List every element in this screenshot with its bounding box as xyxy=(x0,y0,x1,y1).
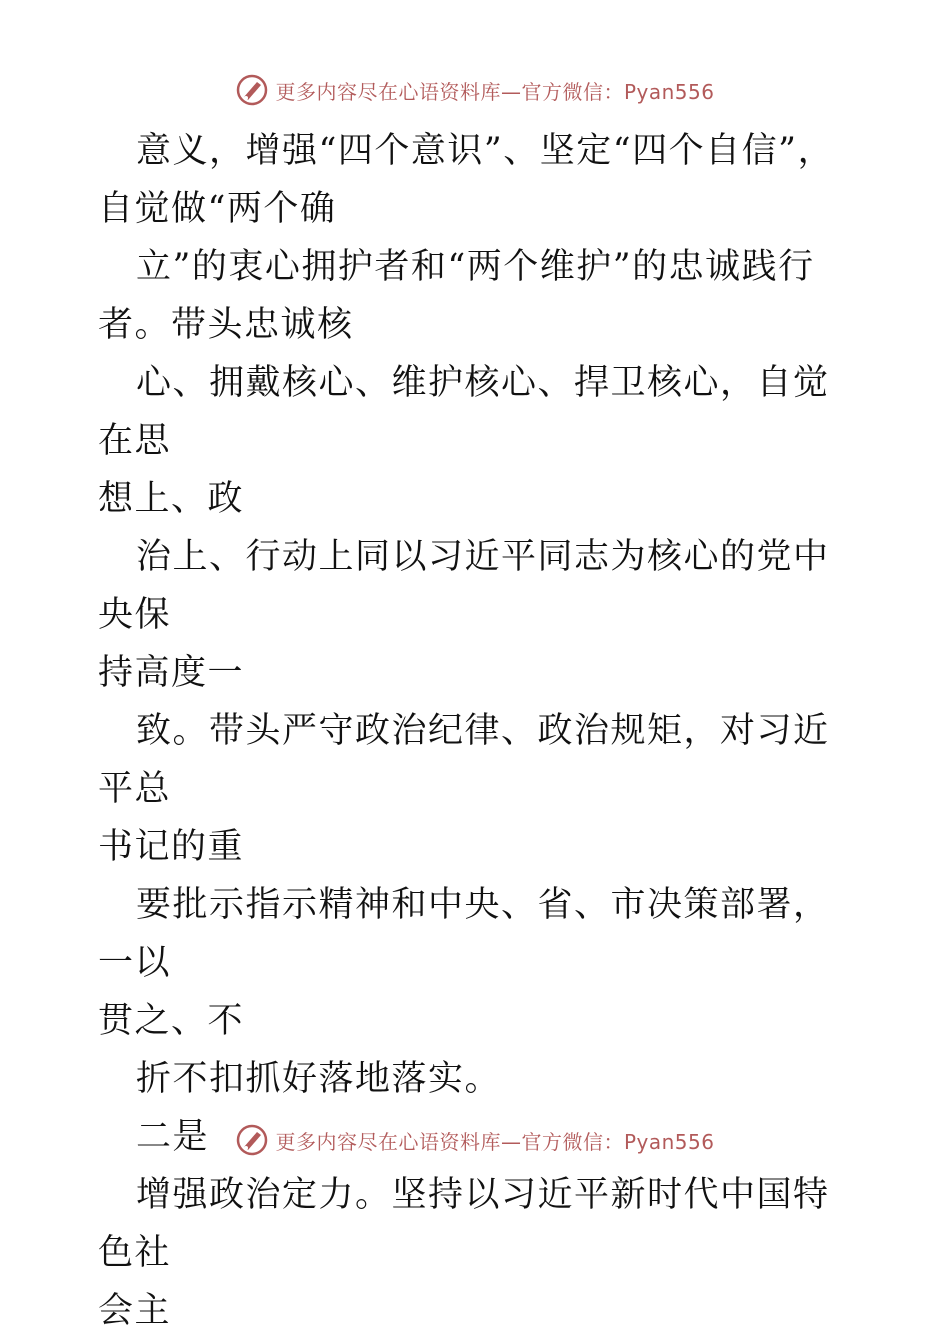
text-line-4: 者。带头忠诚核 xyxy=(98,305,354,345)
footer-banner xyxy=(0,1120,950,1160)
text-line-10: 书记的重 xyxy=(98,827,245,867)
text-line-6: 想上、政 xyxy=(98,479,245,519)
text-line-14: 二是 xyxy=(136,1117,210,1157)
text-line-7: 治上、行动上同以习近平同志为核心的党中央保 xyxy=(98,537,830,635)
text-line-2: 自觉做“两个确 xyxy=(98,189,337,229)
pen-seal-icon xyxy=(235,73,269,107)
header-banner xyxy=(0,70,950,110)
text-line-8: 持高度一 xyxy=(98,653,245,693)
text-line-9: 致。带头严守政治纪律、政治规矩，对习近平总 xyxy=(98,711,830,809)
text-line-13: 折不扣抓好落地落实。 xyxy=(136,1059,502,1099)
text-line-12: 贯之、不 xyxy=(98,1001,245,1041)
text-line-16: 会主 xyxy=(98,1291,172,1331)
text-line-3: 立”的衷心拥护者和“两个维护”的忠诚践行 xyxy=(136,247,815,287)
text-line-5: 心、拥戴核心、维护核心、捍卫核心，自觉在思 xyxy=(98,363,830,461)
text-line-15: 增强政治定力。坚持以习近平新时代中国特色社 xyxy=(98,1175,830,1273)
footer-banner-text: 更多内容尽在心语资料库—官方微信：Pyan556 xyxy=(275,1129,715,1154)
text-line-11: 要批示指示精神和中央、省、市决策部署，一以 xyxy=(98,885,830,983)
pen-seal-icon xyxy=(235,1123,269,1157)
header-banner-text: 更多内容尽在心语资料库—官方微信：Pyan556 xyxy=(275,79,715,104)
text-line-1: 意义，增强“四个意识”、坚定“四个自信”， xyxy=(136,131,835,171)
